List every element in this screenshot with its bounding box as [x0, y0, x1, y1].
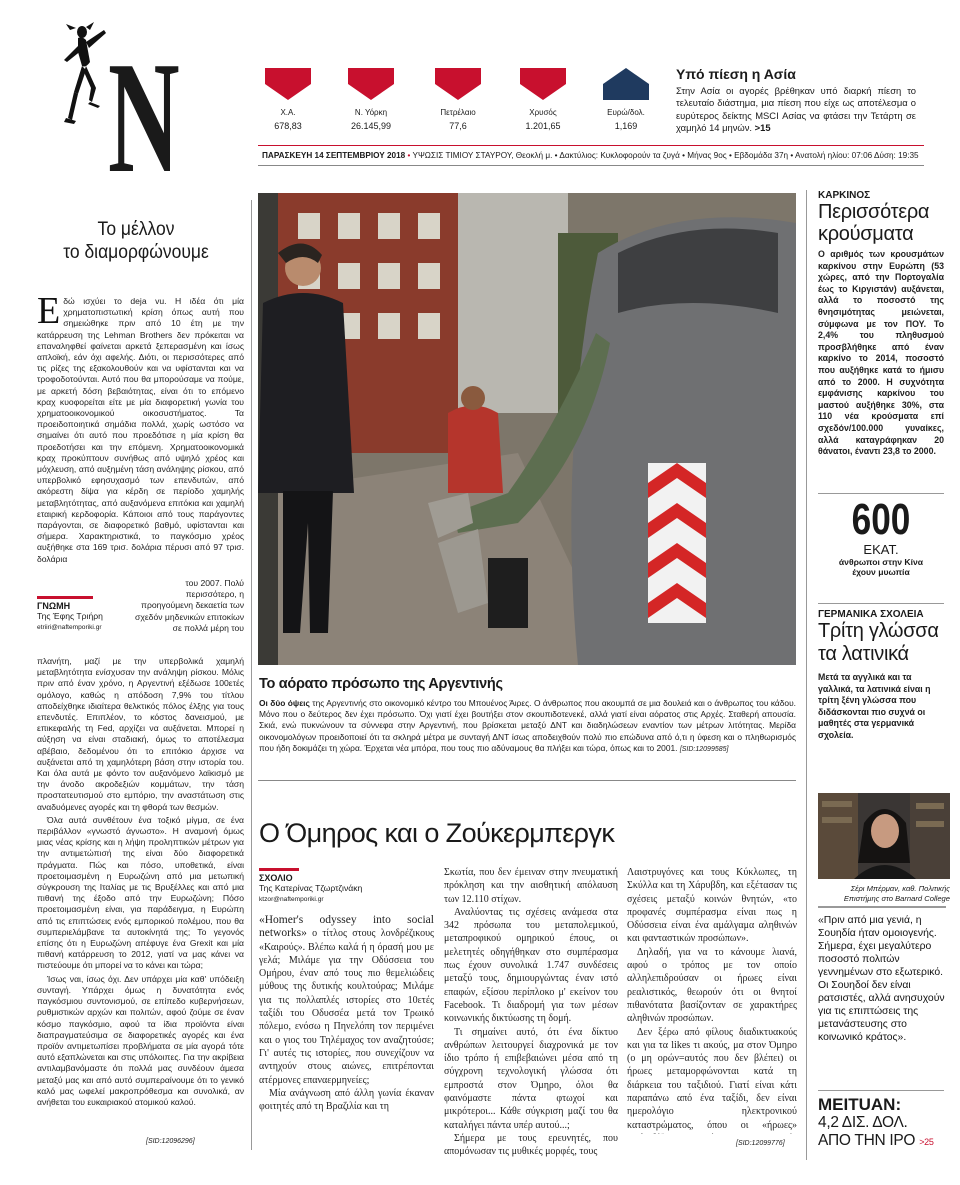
photo-headline: Το αόρατο πρόσωπο της Αργεντινής [259, 676, 503, 692]
byline-tag: ΓΝΩΜΗ [37, 601, 71, 611]
ticker-label: Πετρέλαιο [440, 108, 476, 117]
hermes-logo [56, 22, 116, 132]
photo-caption [259, 698, 796, 755]
homer-sid: [SID:12099776] [736, 1140, 785, 1147]
ticker-value: 678,83 [274, 121, 302, 131]
down-arrow-icon [520, 68, 566, 100]
down-arrow-icon [348, 68, 394, 100]
sidebar-rule-2 [818, 603, 944, 604]
homer-col1 [259, 914, 434, 1170]
caption-text: της Αργεντινής στο οικονομικό κέντρο του Μπουένος Άιρες. Ο άνθρωπος που ακουμπά σε μια δουλειά και ο άνθρωπος του κάδου. Μόνο που ο δεύτερος δεν έχει πρόσωπο. Όχι γιατί έχει βουτήξει στον σκουπιδοτενεκέ, αλλά γιατί είναι αόρατος στις Αρχές. Σταθερή απουσία. Σκιά, ενώ πυκνώνουν τα σύννεφα στην Αργεντινή, που βρίσκεται μεταξύ ΔΝΤ και διαδηλώσεων εναντίον των μέτρων λιτότητας. Μερίδα οικονομολόγων προειδοποιεί ότι τα σκληρά μέτρα με συνταγή ΔΝΤ ίσως αποδειχθούν πολύ πιο επώδυνα από ό,τι η ύφεση και ο πληθωρισμός που ήδη δοκιμάζει τη χώρα. Έρχεται νέα μπόρα, που τους πιο αδύναμους θα πλήξει και τώρα, όπως και το 2001. [259, 698, 796, 753]
editorial-headline-line1: Το μέλλον [97, 219, 175, 240]
editorial-headline [44, 218, 228, 264]
caption-lead: Οι δύο όψεις [259, 698, 310, 708]
editorial-headline-line2: το διαμορφώνουμε [63, 242, 209, 263]
meituan-ref: >25 [919, 1137, 934, 1147]
berman-portrait [818, 793, 950, 879]
byline-rule [37, 596, 93, 599]
sidebar-rule-1 [818, 493, 944, 494]
ticker-label: Ν. Υόρκη [354, 108, 388, 117]
homer-headline: Ο Όμηρος και ο Ζούκερμπεργκ [259, 818, 615, 848]
ticker-value: 77,6 [449, 121, 467, 131]
byline-email: etriiri@naftemporiki.gr [37, 624, 102, 631]
sidebar-rule-3 [818, 1090, 944, 1091]
homer-byline-email: ktzor@naftemporiki.gr [259, 896, 324, 903]
homer-byline-author: Της Κατερίνας Τζωρτζινάκη [259, 883, 363, 893]
editorial-dropcap: Ε [37, 296, 61, 332]
date-rule-bottom [258, 165, 924, 166]
down-arrow-icon [435, 68, 481, 100]
portrait-role: καθ. Πολιτικής Επιστήμης στο Barnard College [843, 884, 950, 903]
cancer-headline-2: κρούσματα [818, 223, 914, 245]
caption-rule [258, 780, 796, 781]
meituan-brief [818, 1095, 948, 1151]
ticker-value: 26.145,99 [350, 121, 392, 131]
homer-byline-rule [259, 868, 299, 871]
homer-col2-text4: Σήμερα με τους ερευνητές, που απομόνωσαν τις μυθικές μορφές, τους [444, 1132, 618, 1158]
right-column-divider [806, 190, 807, 1160]
editorial-side-text: του 2007. Πολύ περισσότερο, η προηγούμενη δεκαετία των σχεδόν μηδενικών επιτοκίων σε πολλά μέρη του [135, 578, 244, 633]
latin-text: Μετά τα αγγλικά και τα γαλλικά, τα λατινικά είναι η τρίτη ξένη γλώσσα που διδάσκονται πιο συχνά οι μαθητές στα γερμανικά σχολεία. [818, 672, 931, 740]
cancer-headline-1: Περισσότερα [818, 201, 930, 223]
down-arrow-icon [265, 68, 311, 100]
date-text: ΠΑΡΑΣΚΕΥΗ 14 ΣΕΠΤΕΜΒΡΙΟΥ 2018 [262, 151, 406, 160]
homer-col3-text2: Δηλαδή, για να το κάνουμε λιανά, αφού ο τρόπος με τον οποίο αλληλεπιδρούσαν οι ήρωες είναι ρεαλιστικός, θεωρούν ότι οι θνητοί πιθανότατα βασίζονταν σε χαρακτήρες αληθινών προσώπων. [627, 946, 797, 1025]
portrait-name: Σέρι Μπέρμαν, [850, 884, 901, 893]
up-arrow-icon [603, 68, 649, 100]
ticker-label: Ευρώ/δολ. [607, 108, 645, 117]
cancer-text: Ο αριθμός των κρουσμάτων καρκίνου στην Ευρώπη (53 χώρες, από την Πορτογαλία έως το Κιργιστάν) αυξάνεται, αλλά το ποσοστό της θνησιμότητας μειώνεται, σύμφωνα με τον ΠΟΥ. Το 2,4% του πληθυσμού προσβλήθηκε από έναν καρκίνο το 2014, ποσοστό που αυξήθηκε κατά το ήμισυ από το 2000. Η συχνότητα εμφάνισης καρκίνου του μαστού αυξήθηκε 30%, στα 110 νέα κρούσματα επί σχεδόν/100.000 γυναίκες, αλλά καταγράφηκαν 20 θάνατοι, έναντι 23,8 το 2000. [818, 249, 944, 457]
ticker-label: Χ.Α. [280, 108, 296, 117]
ticker-oil [429, 68, 487, 131]
ticker-ny [342, 68, 400, 131]
date-sep: • [407, 151, 413, 160]
date-line [262, 151, 922, 160]
date-info: ΥΨΩΣΙΣ ΤΙΜΙΟΥ ΣΤΑΥΡΟΥ, Θεοκλή μ. • Δακτύλιος: Κυκλοφορούν τα ζυγά • Μήνας 9ος • Εβδομάδα 37η • Ανατολή ηλίου: 07:06 Δύση: 19:35 [412, 151, 919, 160]
homer-byline [259, 868, 439, 903]
meituan-line2: 4,2 ΔΙΣ. ΔΟΛ. [818, 1114, 908, 1131]
editorial-para1: δώ ισχύει το deja vu. Η ιδέα ότι μία χρηματοπιστωτική κρίση όπως αυτή που σημειώθηκε πριν από 10 έτη με την κατάρρευση της Lehman Brothers δεν πρόκειται να επαναληφθεί φαίνεται αρκετά ξεπερασμένη και ίσως απλοϊκή, εάν όχι αφελής. Διότι, οι περισσότερες από τις ρίζες της εξακολουθούν και να υφίστανται και να τροφοδοτούνται. Αυτό που θα μπορούσαμε να πούμε, με αρκετή δόση βεβαιότητας, είναι ότι το επόμενο κραχ κυοφορείται είτε με μία διαφορετική γωνία του χρηματοοικονομικού οικοσυστήματος. Τα προειδοποιητικά σημάδια πολλά, χωρίς ωστόσο να σημαίνει ότι αυτό που προεδότισε η μία κρίση θα προεδοτήσει και την επόμενη. Χρηματοοικονομικά κραχ προκύπτουν συνήθως από υψηλό χρέος και μόχλευση, από αυξημένη τάση ανάληψης ρίσκου, από υπερβολικό εφησυχασμό των επενδυτών, από ακόρεστη δίψα για κέρδη σε περίοδο χαμηλής μεταβλητότητας, από αυξανόμενα επιτόκια και χαμηλή εταιρική κερδοφορία. Κάποιοι από τους παράγοντες παράγονται, σε διαφορετικό βαθμό, υφίστανται και σήμερα. Χαρακτηριστικά, το παγκόσμιο χρέος αυξήθηκε στα 169 τρισ. δολάρια πέρυσι από 97 τρισ. δολάρια [37, 296, 244, 564]
homer-quote: «Homer's odyssey into social networks» [259, 914, 434, 940]
latin-brief [818, 609, 946, 742]
homer-col1-text: ο τίτλος στους λονδρέζικους «Καιρούς». Βλέπω καλά ή η όρασή μου με γελά; Μιλάμε για την Οδύσσεια του Ομήρου, έναν από τους πιο θεμελιώδεις μύθους της δυτικής κουλτούρας; Μιλάμε για τις πολλαπλές ιστορίες στο 10ετές ταξίδι του Οδυσσέα μετά τον Τρωικό πόλεμο, ενόσω η Πηνελόπη τον περιμένει και ο γιος του Τηλέμαχος τον αναζητούσε; Γι' αυτές τις ιστορίες, που συνεχίζουν να αντηχούν στους αιώνες, επιτρέπονται ατέρμονες επαναερμηνείες; [259, 928, 434, 1086]
homer-col1-text2: Μία ανάγνωση από άλλη γωνία έκαναν φοιτητές από τη Βραζιλία και τη [259, 1087, 434, 1113]
homer-col2-text2: Αναλύοντας τις σχέσεις ανάμεσα στα 342 πρόσωπα του μεταπολεμικού, μεταπροφικού ομηρικού έπους, οι μελετητές οδηγήθηκαν στο συμπέρασμα πως έχουν συνολικά 1.747 συνδέσεις μεταξύ τους, δημιουργώντας έναν ιστό επαφών, εξίσου περίπλοκο μ' εκείνον του Facebook. Τι διαδρομή για των μέσων κοινωνικής δικτύωσης τη δομή. [444, 906, 618, 1025]
stat-number: 600 [851, 495, 911, 544]
homer-col3-text3: Δεν ξέρω από φίλους διαδικτυακούς και για τα likes τι ακούς, μα στον Όμηρο (ο μη ορών=αυτός που δεν βλέπει) οι ήρωες μεταμορφώνονται κατά τη διάρκεια του ταξιδιού. Γιατί είναι κάτι παραπάνω από ένα ταξίδι, δεν είναι ημερολόγιο ηλεκτρονικού καταστρώματος, όπου οι «ήρωες» [627, 1026, 797, 1131]
left-column-divider [251, 200, 252, 1150]
editorial-side-para [133, 578, 244, 634]
myopia-stat [818, 495, 944, 577]
asia-text: Στην Ασία οι αγορές βρέθηκαν υπό διαρκή πίεση το τελευταίο διάστημα, μια πίεση που είχε ως αποτέλεσμα ο ευρύτερος δείκτης MSCI Ασίας να φτάσει την Τετάρτη σε χαμηλό 14 μηνών. [676, 85, 916, 134]
editorial-body [37, 296, 244, 592]
byline-author: Της Έφης Τριήρη [37, 611, 103, 621]
latin-kicker: ΓΕΡΜΑΝΙΚΑ ΣΧΟΛΕΙΑ [818, 609, 924, 620]
homer-col2-text: Σκωτία, που δεν έμειναν στην πνευματική πρόκληση και την αισθητική απόλαυση των 12.110 στίχων. [444, 867, 618, 905]
homer-col2 [444, 866, 618, 1172]
stat-desc-1: άνθρωποι στην Κίνα [838, 557, 924, 567]
masthead-letter: N [108, 28, 180, 206]
meituan-line3: ΑΠΟ ΤΗΝ ΙΡΟ [818, 1132, 916, 1149]
portrait-caption [822, 884, 950, 903]
editorial-para4: Ίσως ναι, ίσως όχι. Δεν υπάρχει μία καθ' υπόδειξη συνταγή. Υπάρχει όμως η δυνατότητα ενός παγκόσμιου συντονισμού, σε επίπεδο κυβερνήσεων, ρυθμιστικών αρχών και πολιτών, αφού ζούμε σε έναν κόσμο παγκόσμιο, αφού τα ίδια προϊόντα είναι διαπραγματεύσιμα σε διαφορετικές αγορές και ένα προϊόν αντιμετωπίσει προβλήματα σε μία αγορά τότε αυτό εξαπλώνεται και στις υπόλοιπες. Για την ακρίβεια αντιλαμβανόμαστε ότι πολλά μας συνδέουν άμεσα μεταξύ μας και από αυτό συμπεραίνουμε ότι το γενικό καλό μας ωφελεί μακροπρόθεσμα και συνολικά, αν ανήθεται του ευκαιριακού ατομικού καλού. [37, 973, 244, 1107]
homer-col3 [627, 866, 797, 1134]
ticker-ath [259, 68, 317, 131]
ticker-gold [514, 68, 572, 131]
stat-unit: ΕΚΑΤ. [863, 542, 899, 557]
ticker-label: Χρυσός [529, 108, 557, 117]
caption-sid: [SID:12099585] [679, 745, 729, 753]
ticker-value: 1.201,65 [525, 121, 561, 131]
editorial-para3: Όλα αυτά συνθέτουν ένα τοξικό μίγμα, σε ένα περιβάλλον «γνωστό άγνωστο». Η αναμονή όμως μιας νέας κρίσης και η λήψη προληπτικών μέτρων για την αντιμετώπισή της είναι δύο διαφορετικά πράγματα. Πώς και πόσο, υποθετικά, είναι προετοιμασμένη η Ευρωζώνη από μια μετωπική σύγκρουση της Ιταλίας με τις Βρυξέλλες και από μια πιθανή της έξοδο από την Ευρωζώνη; Πόσο προετοιμασμένη είναι, για παράδειγμα, η Ευρώπη από τις επιπτώσεις ενός εμπορικού πολέμου, που θα συμπεριελάμβανε τα αυτοκίνητά της; Το γεγονός επίσης ότι η Ευρωζώνη απέφυγε ένα Grexit και μία πιθανή κατάρρευση το 2012, γιατί να μας κάνει να πιστεύουμε ότι μπορεί να το κάνει και τώρα; [37, 814, 244, 971]
asia-ref: >15 [754, 122, 771, 134]
editorial-byline [37, 596, 127, 631]
editorial-sid: [SID:12096296] [146, 1138, 195, 1145]
editorial-para2: πλανήτη, μαζί με την υπερβολικά χαμηλή μεταβλητότητα ενίσχυσαν την ανάληψη ρίσκου. Μόλις πριν από έναν χρόνο, η Αργεντινή εξέδωσε 100ετές ομόλογο, καθώς η απόδοση 7,9% του τίτλου αποδείχθηκε ιδιαίτερα θελκτικός πόλος έλξης για τους επενδυτές. Επιπλέον, το κόστος δανεισμού, με επικεφαλής τη Fed, αρχίζει να αυξάνεται. Μπορεί η αύξηση να είναι σταδιακή, όμως το αποτέλεσμα αβέβαιο, δεδομένου ότι το επιτόκιο άρχισε να αυξάνεται από τη χαμηλότερη βάση στην ιστορία του. Και όλα αυτά με φόντο τον αυξανόμενο λαϊκισμό με την άνοδο ακροδεξιών κομμάτων, την τάση προστατευτισμού στο εμπόριο, την αναστάτωση στις αναδυόμενες αγορές και τη φθορά των θεσμών. [37, 656, 244, 812]
asia-brief [676, 66, 916, 135]
homer-col3-text: Λαιστρυγόνες και τους Κύκλωπες, τη Σκύλλα και τη Χάρυβδη, και εξέτασαν τις σχέσεις μεταξύ κοινών θνητών, «το προφανές συμπέρασμα είναι πως η Οδύσσεια είναι ένα αμάλγαμα αληθινών και φανταστικών προσώπων». [627, 867, 797, 945]
cancer-brief [818, 190, 944, 458]
ticker-eurusd [597, 68, 655, 131]
argentina-photo [258, 193, 796, 665]
homer-byline-tag: ΣΧΟΛΙΟ [259, 873, 293, 883]
latin-headline-2: τα λατινικά [818, 643, 909, 665]
homer-col2-text3: Τι σημαίνει αυτό, ότι ένα δίκτυο ανθρώπων λειτουργεί διαχρονικά με τον ίδιο τρόπο ή επιβεβαιώνει μέσα από τη σύγχρονη τεχνολογική γλώσσα ότι εμπροστά στον Όμηρο, όλοι θα φαινόμαστε πάντα φτωχοί και μικρότεροι... Κάθε σύγκριση μαζί του θα καταλήγει πάντα υπέρ αυτού...; [444, 1026, 618, 1131]
cancer-kicker: ΚΑΡΚΙΝΟΣ [818, 190, 871, 201]
ticker-value: 1,169 [614, 121, 638, 131]
stat-desc-2: έχουν μυωπία [852, 567, 910, 577]
asia-title: Υπό πίεση η Ασία [676, 66, 796, 82]
editorial-body-2 [37, 656, 244, 1148]
berman-quote: «Πριν από μια γενιά, η Σουηδία ήταν ομοιογενής. Σήμερα, έχει μεγαλύτερο ποσοστό πολιτών γεννημένων στο εξωτερικό. Οι Σουηδοί δεν είναι ρατσιστές, αλλά ανησυχούν για τις επιπτώσεις της μετανάστευσης στο κοινωνικό κράτος». [818, 915, 945, 1043]
latin-headline-1: Τρίτη γλώσσα [818, 620, 939, 642]
meituan-name: ΜΕΙΤUAN: [818, 1095, 902, 1114]
date-rule-top [258, 145, 924, 146]
quote-mark-bar [818, 906, 946, 908]
